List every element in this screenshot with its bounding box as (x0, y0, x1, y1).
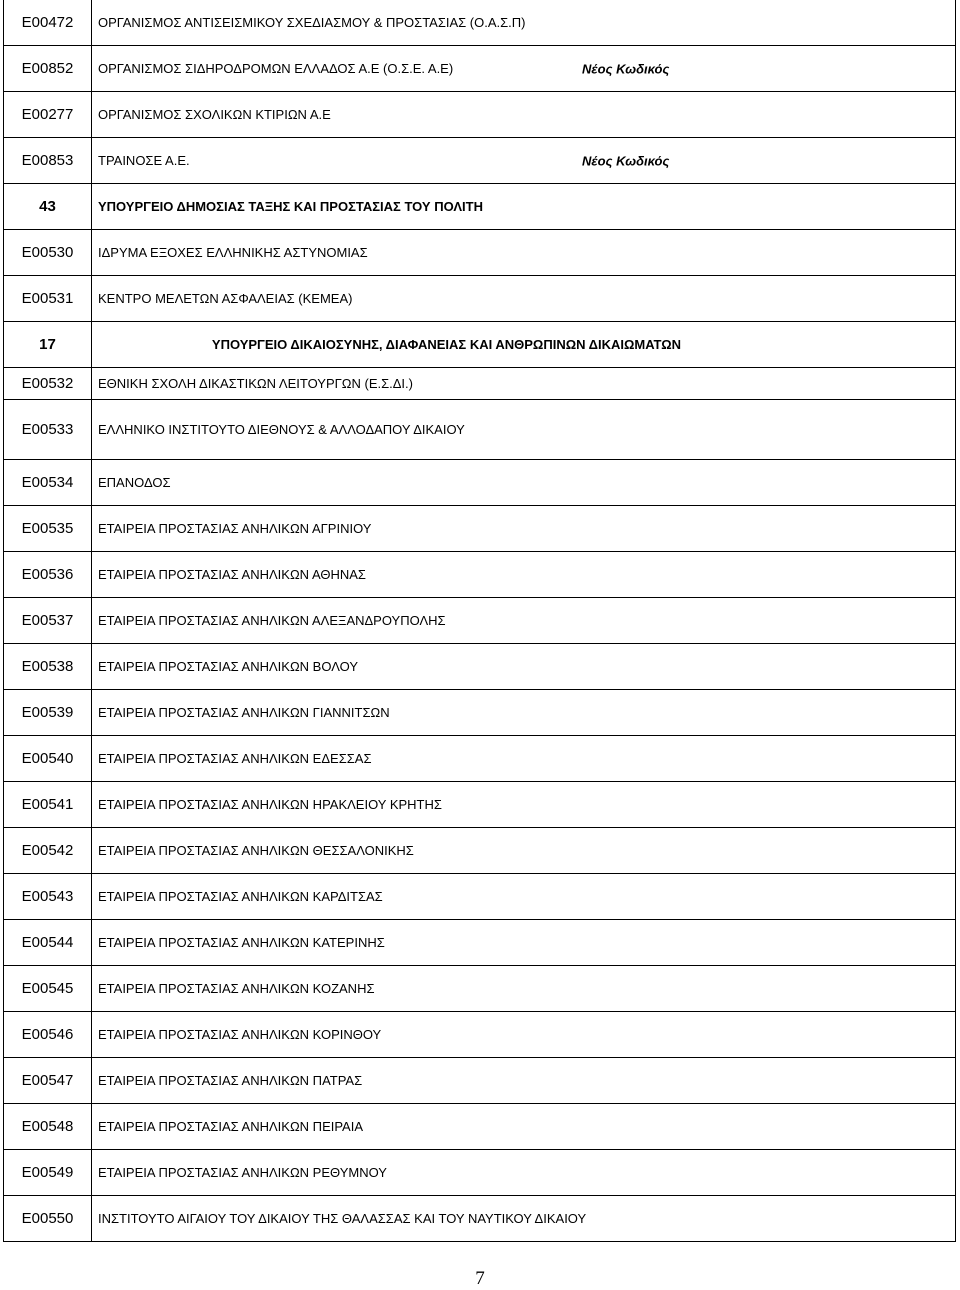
table-row (4, 276, 956, 322)
table-row (4, 690, 956, 736)
row-name: ΟΡΓΑΝΙΣΜΟΣ ΣΧΟΛΙΚΩΝ ΚΤΙΡΙΩΝ Α.Ε (92, 92, 956, 138)
row-name (92, 46, 956, 92)
row-code: 43 (4, 184, 92, 230)
row-name: ΕΤΑΙΡΕΙΑ ΠΡΟΣΤΑΣΙΑΣ ΑΝΗΛΙΚΩΝ ΑΓΡΙΝΙΟΥ (92, 506, 956, 552)
row-name (92, 138, 956, 184)
row-code: Ε00535 (4, 506, 92, 552)
table-row (4, 368, 956, 400)
row-name: ΕΠΑΝΟΔΟΣ (92, 460, 956, 506)
row-code: Ε00550 (4, 1196, 92, 1242)
row-code: Ε00545 (4, 966, 92, 1012)
row-name: ΕΤΑΙΡΕΙΑ ΠΡΟΣΤΑΣΙΑΣ ΑΝΗΛΙΚΩΝ ΕΔΕΣΣΑΣ (92, 736, 956, 782)
table-row (4, 552, 956, 598)
table-row (4, 138, 956, 184)
table-row (4, 1058, 956, 1104)
row-name: ΙΔΡΥΜΑ ΕΞΟΧΕΣ ΕΛΛΗΝΙΚΗΣ ΑΣΤΥΝΟΜΙΑΣ (92, 230, 956, 276)
row-code: Ε00546 (4, 1012, 92, 1058)
row-name: ΕΤΑΙΡΕΙΑ ΠΡΟΣΤΑΣΙΑΣ ΑΝΗΛΙΚΩΝ ΠΑΤΡΑΣ (92, 1058, 956, 1104)
row-code: Ε00548 (4, 1104, 92, 1150)
row-code: 17 (4, 322, 92, 368)
row-code: Ε00538 (4, 644, 92, 690)
row-name: ΕΤΑΙΡΕΙΑ ΠΡΟΣΤΑΣΙΑΣ ΑΝΗΛΙΚΩΝ ΒΟΛΟΥ (92, 644, 956, 690)
row-code: Ε00542 (4, 828, 92, 874)
table-row (4, 736, 956, 782)
row-code: Ε00531 (4, 276, 92, 322)
row-name-text: ΟΡΓΑΝΙΣΜΟΣ ΣΙΔΗΡΟΔΡΟΜΩΝ ΕΛΛΑΔΟΣ Α.Ε (Ο.Σ.Ε. Α.Ε) (98, 61, 454, 76)
row-code: Ε00532 (4, 368, 92, 400)
row-code: Ε00547 (4, 1058, 92, 1104)
row-name: ΕΤΑΙΡΕΙΑ ΠΡΟΣΤΑΣΙΑΣ ΑΝΗΛΙΚΩΝ ΑΛΕΞΑΝΔΡΟΥΠΟΛΗΣ (92, 598, 956, 644)
table-row (4, 230, 956, 276)
row-note: Νέος Κωδικός (582, 153, 670, 168)
table-row (4, 1196, 956, 1242)
table-row (4, 1012, 956, 1058)
row-name: ΕΤΑΙΡΕΙΑ ΠΡΟΣΤΑΣΙΑΣ ΑΝΗΛΙΚΩΝ ΠΕΙΡΑΙΑ (92, 1104, 956, 1150)
row-name: ΚΕΝΤΡΟ ΜΕΛΕΤΩΝ ΑΣΦΑΛΕΙΑΣ (ΚΕΜΕΑ) (92, 276, 956, 322)
table-row (4, 0, 956, 46)
table-row (4, 460, 956, 506)
row-name: ΥΠΟΥΡΓΕΙΟ ΔΙΚΑΙΟΣΥΝΗΣ, ΔΙΑΦΑΝΕΙΑΣ ΚΑΙ ΑΝΘΡΩΠΙΝΩΝ ΔΙΚΑΙΩΜΑΤΩΝ (92, 322, 956, 368)
row-name: ΙΝΣΤΙΤΟΥΤΟ ΑΙΓΑΙΟΥ ΤΟΥ ΔΙΚΑΙΟΥ ΤΗΣ ΘΑΛΑΣΣΑΣ ΚΑΙ ΤΟΥ ΝΑΥΤΙΚΟΥ ΔΙΚΑΙΟΥ (92, 1196, 956, 1242)
table-row (4, 506, 956, 552)
table-row (4, 1104, 956, 1150)
row-code: Ε00530 (4, 230, 92, 276)
table-row (4, 46, 956, 92)
table-row (4, 92, 956, 138)
table-row (4, 1150, 956, 1196)
row-name: ΕΘΝΙΚΗ ΣΧΟΛΗ ΔΙΚΑΣΤΙΚΩΝ ΛΕΙΤΟΥΡΓΩΝ (Ε.Σ.ΔΙ.) (92, 368, 956, 400)
table-row (4, 828, 956, 874)
row-name: ΕΤΑΙΡΕΙΑ ΠΡΟΣΤΑΣΙΑΣ ΑΝΗΛΙΚΩΝ ΗΡΑΚΛΕΙΟΥ ΚΡΗΤΗΣ (92, 782, 956, 828)
table-row (4, 598, 956, 644)
row-code: Ε00544 (4, 920, 92, 966)
row-code: Ε00472 (4, 0, 92, 46)
row-code: Ε00536 (4, 552, 92, 598)
registry-table (3, 0, 956, 1242)
row-code: Ε00533 (4, 400, 92, 460)
row-code: Ε00540 (4, 736, 92, 782)
row-code: Ε00852 (4, 46, 92, 92)
table-row (4, 782, 956, 828)
row-code: Ε00549 (4, 1150, 92, 1196)
table-row (4, 966, 956, 1012)
registry-body (4, 0, 956, 1242)
row-code: Ε00853 (4, 138, 92, 184)
table-row (4, 920, 956, 966)
row-code: Ε00277 (4, 92, 92, 138)
table-row (4, 400, 956, 460)
row-code: Ε00534 (4, 460, 92, 506)
row-name: ΕΤΑΙΡΕΙΑ ΠΡΟΣΤΑΣΙΑΣ ΑΝΗΛΙΚΩΝ ΚΑΤΕΡΙΝΗΣ (92, 920, 956, 966)
row-name: ΕΤΑΙΡΕΙΑ ΠΡΟΣΤΑΣΙΑΣ ΑΝΗΛΙΚΩΝ ΘΕΣΣΑΛΟΝΙΚΗΣ (92, 828, 956, 874)
row-name: ΥΠΟΥΡΓΕΙΟ ΔΗΜΟΣΙΑΣ ΤΑΞΗΣ ΚΑΙ ΠΡΟΣΤΑΣΙΑΣ ΤΟΥ ΠΟΛΙΤΗ (92, 184, 956, 230)
row-code: Ε00537 (4, 598, 92, 644)
row-name: ΕΤΑΙΡΕΙΑ ΠΡΟΣΤΑΣΙΑΣ ΑΝΗΛΙΚΩΝ ΑΘΗΝΑΣ (92, 552, 956, 598)
row-name: ΕΤΑΙΡΕΙΑ ΠΡΟΣΤΑΣΙΑΣ ΑΝΗΛΙΚΩΝ ΚΟΖΑΝΗΣ (92, 966, 956, 1012)
table-row (4, 644, 956, 690)
row-name: ΕΛΛΗΝΙΚΟ ΙΝΣΤΙΤΟΥΤΟ ΔΙΕΘΝΟΥΣ & ΑΛΛΟΔΑΠΟΥ ΔΙΚΑΙΟΥ (92, 400, 956, 460)
row-code: Ε00539 (4, 690, 92, 736)
table-row (4, 322, 956, 368)
row-name: ΕΤΑΙΡΕΙΑ ΠΡΟΣΤΑΣΙΑΣ ΑΝΗΛΙΚΩΝ ΚΑΡΔΙΤΣΑΣ (92, 874, 956, 920)
row-code: Ε00541 (4, 782, 92, 828)
row-name: ΟΡΓΑΝΙΣΜΟΣ ΑΝΤΙΣΕΙΣΜΙΚΟΥ ΣΧΕΔΙΑΣΜΟΥ & ΠΡΟΣΤΑΣΙΑΣ (Ο.Α.Σ.Π) (92, 0, 956, 46)
row-name: ΕΤΑΙΡΕΙΑ ΠΡΟΣΤΑΣΙΑΣ ΑΝΗΛΙΚΩΝ ΓΙΑΝΝΙΤΣΩΝ (92, 690, 956, 736)
page-number: 7 (475, 1268, 485, 1289)
row-name: ΕΤΑΙΡΕΙΑ ΠΡΟΣΤΑΣΙΑΣ ΑΝΗΛΙΚΩΝ ΚΟΡΙΝΘΟΥ (92, 1012, 956, 1058)
row-name-text: ΤΡΑΙΝΟΣΕ Α.Ε. (98, 153, 190, 168)
table-row (4, 184, 956, 230)
row-note: Νέος Κωδικός (582, 61, 670, 76)
row-name: ΕΤΑΙΡΕΙΑ ΠΡΟΣΤΑΣΙΑΣ ΑΝΗΛΙΚΩΝ ΡΕΘΥΜΝΟΥ (92, 1150, 956, 1196)
table-row (4, 874, 956, 920)
row-code: Ε00543 (4, 874, 92, 920)
